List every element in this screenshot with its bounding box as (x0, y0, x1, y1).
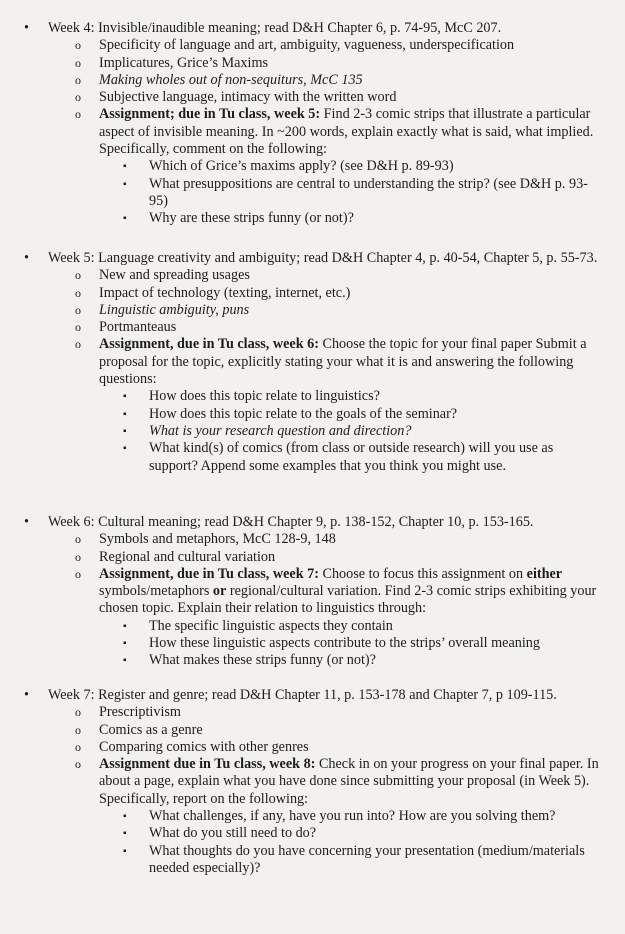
assignment-item (75, 336, 601, 474)
question-text: Why are these strips funny (or not)? (149, 210, 354, 227)
question-list (99, 388, 601, 474)
assignment-text: Find 2-3 comic strips that illustrate a particular aspect of invisible meaning. In ~200 words, explain exactly what is said, what implied. Specifically, comment on the following: (99, 106, 594, 158)
topic-text: Comics as a genre (99, 721, 203, 738)
circle-marker: o (75, 107, 81, 122)
topic-text: Prescriptivism (99, 704, 181, 721)
square-marker: ▪ (123, 161, 127, 173)
topic-item (75, 267, 601, 284)
assignment-label: Assignment, due in Tu class, week 7: (99, 565, 319, 582)
question-list (99, 808, 601, 877)
question-item (123, 158, 601, 175)
assignment-label: Assignment; due in Tu class, week 5: (99, 106, 321, 123)
square-marker: ▪ (123, 655, 127, 667)
week-heading (24, 250, 601, 267)
square-marker: ▪ (123, 391, 127, 403)
topic-text: Implicatures, Grice’s Maxims (99, 54, 269, 71)
bullet-marker: • (24, 687, 29, 703)
assignment-label: Assignment due in Tu class, week 8: (99, 756, 316, 773)
week-4-section (24, 20, 601, 228)
assignment-item (75, 106, 601, 227)
square-marker: ▪ (123, 178, 127, 190)
assignment-text: Choose to focus this assignment on (318, 565, 527, 582)
square-marker: ▪ (123, 828, 127, 840)
circle-marker: o (75, 757, 81, 772)
circle-marker: o (75, 337, 81, 352)
topic-item (75, 549, 601, 566)
question-text: What challenges, if any, have you run into? How are you solving them? (149, 808, 556, 825)
question-item (123, 423, 601, 440)
circle-marker: o (75, 268, 81, 283)
week-heading (24, 514, 601, 531)
circle-marker: o (75, 38, 81, 53)
question-item (123, 176, 601, 211)
topic-text: Making wholes out of non-sequiturs, McC 135 (99, 71, 363, 88)
topic-list (24, 37, 601, 227)
topic-item (75, 704, 601, 721)
topic-item (75, 72, 601, 89)
circle-marker: o (75, 705, 81, 720)
square-marker: ▪ (123, 213, 127, 225)
circle-marker: o (75, 566, 81, 581)
topic-text: Subjective language, intimacy with the written word (99, 89, 397, 106)
circle-marker: o (75, 722, 81, 737)
assignment-item (75, 566, 601, 670)
bullet-marker: • (24, 20, 29, 36)
question-item (123, 843, 601, 878)
question-text: What is your research question and direction? (149, 422, 412, 439)
week-heading-text: Week 6: Cultural meaning; read D&H Chapter 9, p. 138-152, Chapter 10, p. 153-165. (48, 514, 534, 530)
question-text: What thoughts do you have concerning your presentation (medium/materials needed especially)? (149, 842, 585, 876)
topic-text: Linguistic ambiguity, puns (99, 301, 250, 318)
week-heading-text: Week 7: Register and genre; read D&H Chapter 11, p. 153-178 and Chapter 7, p 109-115. (48, 687, 557, 703)
square-marker: ▪ (123, 845, 127, 857)
circle-marker: o (75, 549, 81, 564)
assignment-text: Choose the topic for your final paper Submit a proposal for the topic, explicitly stating your what it is and answering the following questions: (99, 336, 587, 388)
bullet-marker: • (24, 250, 29, 266)
topic-item (75, 89, 601, 106)
assignment-emphasis: or (212, 583, 227, 600)
topic-item (75, 739, 601, 756)
question-item (123, 388, 601, 405)
topic-text: New and spreading usages (99, 267, 250, 284)
question-item (123, 825, 601, 842)
circle-marker: o (75, 55, 81, 70)
circle-marker: o (75, 90, 81, 105)
assignment-text: regional/cultural variation. Find 2-3 comic strips exhibiting your chosen topic. Explain their relation to linguistics through: (99, 583, 597, 617)
topic-text: Impact of technology (texting, internet, etc.) (99, 284, 351, 301)
question-item (123, 808, 601, 825)
square-marker: ▪ (123, 638, 127, 650)
question-text: How does this topic relate to the goals of the seminar? (149, 405, 458, 422)
topic-item (75, 55, 601, 72)
question-item (123, 406, 601, 423)
question-text: Which of Grice’s maxims apply? (see D&H p. 89-93) (149, 158, 454, 175)
topic-list (24, 267, 601, 475)
question-text: What makes these strips funny (or not)? (149, 652, 376, 669)
bullet-marker: • (24, 514, 29, 530)
topic-item (75, 722, 601, 739)
circle-marker: o (75, 72, 81, 87)
week-heading (24, 20, 601, 37)
square-marker: ▪ (123, 620, 127, 632)
topic-text: Comparing comics with other genres (99, 738, 309, 755)
circle-marker: o (75, 285, 81, 300)
question-item (123, 440, 601, 475)
question-item (123, 652, 601, 669)
assignment-text: symbols/metaphors (99, 583, 213, 600)
circle-marker: o (75, 532, 81, 547)
question-text: What presuppositions are central to understanding the strip? (see D&H p. 93-95) (149, 175, 588, 209)
question-item (123, 635, 601, 652)
assignment-label: Assignment, due in Tu class, week 6: (99, 336, 319, 353)
week-5-section (24, 250, 601, 475)
week-heading-text: Week 4: Invisible/inaudible meaning; read D&H Chapter 6, p. 74-95, McC 207. (48, 20, 502, 36)
topic-item (75, 531, 601, 548)
question-list (99, 618, 601, 670)
topic-item (75, 302, 601, 319)
circle-marker: o (75, 320, 81, 335)
square-marker: ▪ (123, 443, 127, 455)
topic-text: Specificity of language and art, ambiguity, vagueness, underspecification (99, 37, 515, 54)
question-list (99, 158, 601, 227)
question-text: What do you still need to do? (149, 825, 317, 842)
topic-list (24, 531, 601, 669)
topic-item (75, 319, 601, 336)
circle-marker: o (75, 739, 81, 754)
question-text: What kind(s) of comics (from class or outside research) will you use as support? Append some examples that you think you might use. (149, 440, 554, 474)
question-item (123, 618, 601, 635)
question-item (123, 210, 601, 227)
assignment-emphasis: either (526, 565, 563, 582)
question-text: How does this topic relate to linguistics? (149, 388, 380, 405)
question-text: The specific linguistic aspects they contain (149, 617, 393, 634)
week-heading (24, 687, 601, 704)
square-marker: ▪ (123, 408, 127, 420)
circle-marker: o (75, 302, 81, 317)
week-7-section (24, 687, 601, 877)
topic-text: Portmanteaus (99, 319, 177, 336)
assignment-text: Check in on your progress on your final paper. In about a page, explain what you have done since submitting your proposal (in Week 5). Specifically, report on the following: (99, 756, 599, 807)
square-marker: ▪ (123, 425, 127, 437)
question-text: How these linguistic aspects contribute to the strips’ overall meaning (149, 635, 540, 652)
topic-text: Regional and cultural variation (99, 548, 276, 565)
topic-item (75, 285, 601, 302)
topic-item (75, 37, 601, 54)
topic-list (24, 704, 601, 877)
topic-text: Symbols and metaphors, McC 128-9, 148 (99, 531, 336, 548)
square-marker: ▪ (123, 811, 127, 823)
week-heading-text: Week 5: Language creativity and ambiguity; read D&H Chapter 4, p. 40-54, Chapter 5, p. 55-73. (48, 250, 598, 266)
week-6-section (24, 514, 601, 670)
assignment-item (75, 756, 601, 877)
